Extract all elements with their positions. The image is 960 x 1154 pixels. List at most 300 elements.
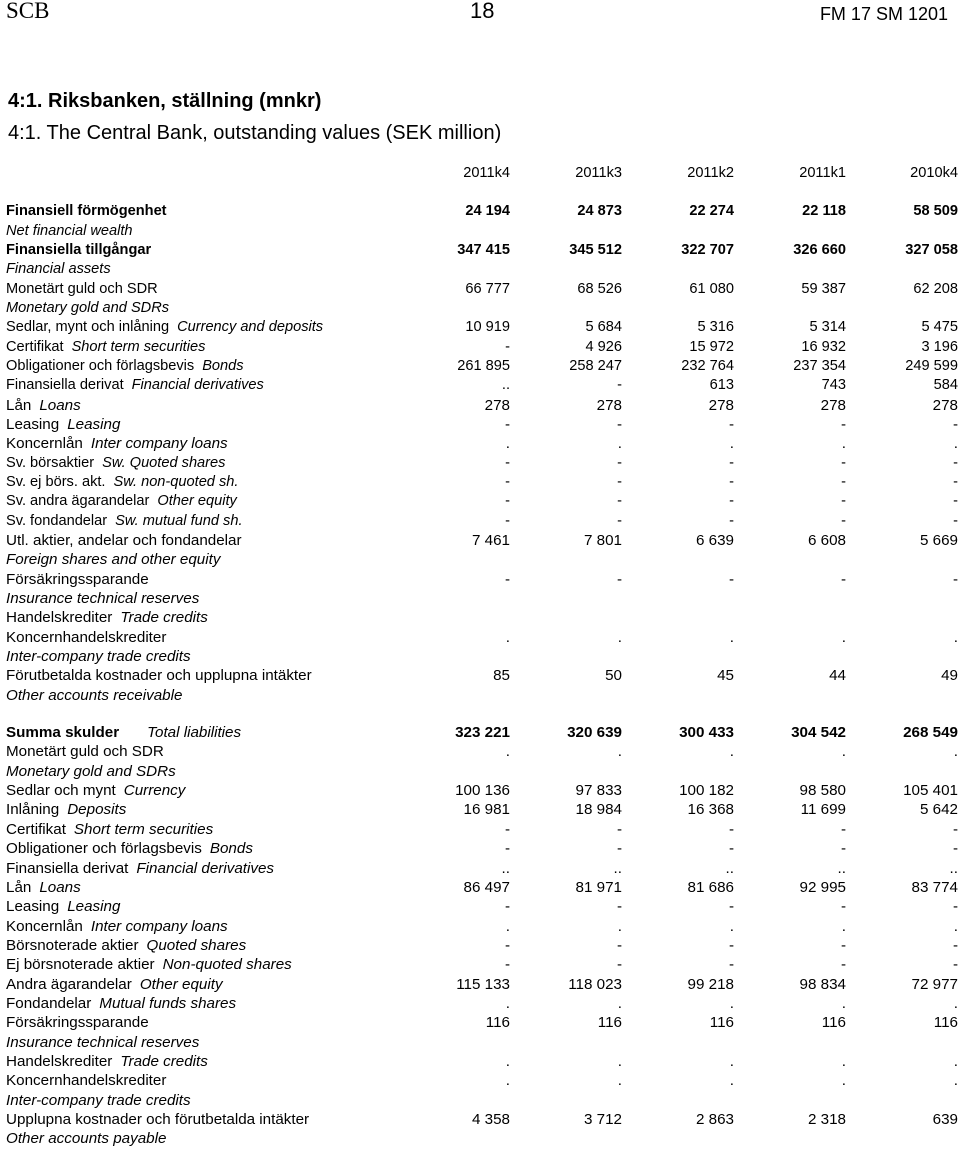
table-row	[6, 531, 958, 550]
value-cell: 327 058	[905, 241, 958, 258]
value-cell: .	[505, 994, 510, 1012]
row-label-swedish: Finansiell förmögenhet	[6, 203, 167, 220]
row-label	[6, 589, 398, 608]
table-row	[6, 550, 958, 569]
row-label	[6, 357, 398, 376]
row-label	[6, 1071, 398, 1090]
column-header: 2011k1	[799, 164, 846, 181]
value-cell: .	[953, 628, 958, 646]
row-label	[6, 376, 398, 395]
row-label-swedish: Koncernlån	[6, 917, 83, 935]
value-cell	[734, 1032, 846, 1051]
value-cell: 261 895	[457, 357, 510, 374]
value-cell: .	[841, 1052, 846, 1070]
value-cell: -	[840, 820, 846, 838]
value-cell	[398, 686, 510, 705]
value-cell: 237 354	[793, 357, 846, 374]
value-cell	[622, 686, 734, 705]
row-label-swedish: Sv. ej börs. akt.	[6, 473, 106, 490]
column-header: 2011k4	[463, 164, 510, 181]
value-cell: -	[729, 493, 734, 510]
value-cell: 18 984	[575, 801, 622, 819]
value-cell: -	[505, 512, 510, 529]
row-label-english: Net financial wealth	[6, 222, 133, 239]
value-cell	[846, 260, 958, 279]
row-label-english: Insurance technical reserves	[6, 590, 200, 608]
value-cell: ..	[837, 859, 846, 877]
table-row	[6, 666, 958, 685]
row-label-swedish: Certifikat	[6, 820, 66, 838]
table-row	[6, 318, 958, 337]
row-label-english: Inter-company trade credits	[6, 648, 191, 666]
table-row	[6, 202, 958, 221]
value-cell: .	[841, 435, 846, 453]
value-cell: 11 699	[800, 801, 846, 819]
row-label	[6, 550, 398, 569]
row-label-english: Trade credits	[120, 609, 208, 627]
row-label-english: Financial derivatives	[136, 859, 274, 877]
table-row	[6, 936, 958, 955]
row-label-english: Financial derivatives	[131, 377, 264, 394]
value-cell: -	[952, 840, 958, 858]
table-row	[6, 241, 958, 260]
value-cell: 347 415	[457, 241, 510, 258]
value-cell: -	[952, 570, 958, 588]
value-cell	[622, 762, 734, 781]
value-cell: 98 580	[799, 782, 846, 800]
row-label-english: Quoted shares	[146, 936, 247, 954]
table-row	[6, 260, 958, 279]
value-cell: 100 182	[679, 782, 734, 800]
row-label-english: Loans	[39, 396, 81, 414]
row-label	[6, 762, 398, 781]
value-cell: .	[953, 994, 958, 1012]
row-label-swedish: Sv. andra ägarandelar	[6, 493, 150, 510]
value-cell	[846, 550, 958, 569]
table-row	[6, 858, 958, 877]
value-cell: -	[841, 473, 846, 490]
value-cell: 5 314	[809, 319, 846, 336]
value-cell: 98 834	[799, 975, 846, 993]
row-label	[6, 415, 398, 434]
value-cell: -	[841, 512, 846, 529]
row-label-english: Financial assets	[6, 261, 111, 278]
value-cell: .	[841, 1072, 846, 1090]
row-label-swedish: Börsnoterade aktier	[6, 936, 139, 954]
value-cell: .	[729, 435, 734, 453]
value-cell: 116	[933, 1014, 958, 1032]
row-label	[6, 512, 398, 531]
value-cell	[398, 647, 510, 666]
value-cell: ..	[725, 859, 734, 877]
row-label	[6, 1110, 398, 1129]
table-row	[6, 1071, 958, 1090]
value-cell: 5 642	[919, 801, 958, 819]
value-cell: -	[504, 415, 510, 433]
value-cell: .	[729, 1052, 734, 1070]
row-label-english: Other accounts receivable	[6, 686, 183, 704]
row-label-english: Monetary gold and SDRs	[6, 762, 176, 780]
value-cell	[734, 608, 846, 627]
value-cell: -	[616, 820, 622, 838]
value-cell: 81 971	[575, 878, 622, 896]
value-cell: -	[952, 956, 958, 974]
value-cell: 258 247	[569, 357, 622, 374]
value-cell: -	[505, 454, 510, 471]
value-cell: 86 497	[463, 878, 510, 896]
row-label-english: Mutual funds shares	[99, 994, 237, 1012]
row-label-english: Inter company loans	[90, 917, 228, 935]
table-row	[6, 221, 958, 240]
value-cell: .	[953, 1052, 958, 1070]
value-cell	[398, 221, 510, 240]
row-label	[6, 202, 398, 221]
row-label-english: Other accounts payable	[6, 1130, 167, 1148]
value-cell: 249 599	[905, 357, 958, 374]
row-label-swedish: Upplupna kostnader och förutbetalda intäkter	[6, 1110, 310, 1128]
row-label	[6, 858, 398, 877]
balance-table-body	[6, 162, 958, 1149]
value-cell: ..	[501, 377, 510, 394]
row-label-english: Sw. non-quoted sh.	[113, 473, 239, 490]
value-cell: .	[617, 435, 622, 453]
row-label	[6, 221, 398, 240]
value-cell: -	[953, 512, 958, 529]
row-label-english: Currency	[123, 782, 186, 800]
row-label	[6, 1090, 398, 1109]
value-cell: .	[729, 743, 734, 761]
table-title-swedish: 4:1. Riksbanken, ställning (mnkr)	[8, 90, 322, 112]
value-cell: 6 608	[807, 532, 846, 550]
value-cell: 15 972	[689, 338, 734, 355]
row-label-swedish: Koncernlån	[6, 435, 83, 453]
column-header: 2010k4	[910, 164, 958, 181]
value-cell: 59 387	[801, 280, 846, 297]
value-cell: 116	[709, 1014, 734, 1032]
row-label-english: Insurance technical reserves	[6, 1033, 200, 1051]
value-cell: 49	[941, 667, 958, 685]
value-cell: 24 194	[465, 203, 510, 220]
value-cell: .	[617, 917, 622, 935]
table-row	[6, 453, 958, 472]
value-cell: -	[953, 493, 958, 510]
value-cell: 16 932	[801, 338, 846, 355]
row-label-swedish: Certifikat	[6, 338, 64, 355]
value-cell: 304 542	[791, 724, 846, 742]
row-label-swedish: Obligationer och förlagsbevis	[6, 840, 202, 858]
value-cell: 97 833	[575, 782, 622, 800]
table-row	[6, 686, 958, 705]
value-cell: 584	[933, 377, 958, 394]
value-cell	[734, 1129, 846, 1148]
row-label-swedish: Utl. aktier, andelar och fondandelar	[6, 532, 242, 550]
column-header: 2011k2	[687, 164, 734, 181]
value-cell: 118 023	[568, 975, 622, 993]
value-cell: 116	[597, 1014, 622, 1032]
value-cell: 22 118	[802, 203, 846, 220]
balance-table	[6, 162, 958, 1149]
value-cell	[510, 1032, 622, 1051]
value-cell: -	[728, 570, 734, 588]
value-cell: 300 433	[679, 724, 734, 742]
value-cell	[398, 260, 510, 279]
value-cell	[510, 1090, 622, 1109]
value-cell: 7 461	[471, 532, 510, 550]
row-label-swedish: Sedlar, mynt och inlåning	[6, 319, 170, 336]
value-cell: .	[953, 917, 958, 935]
value-cell: 99 218	[687, 975, 734, 993]
value-cell: 5 475	[921, 319, 958, 336]
row-label	[6, 1129, 398, 1148]
value-cell	[734, 299, 846, 318]
value-cell: -	[953, 454, 958, 471]
value-cell: -	[840, 956, 846, 974]
value-cell	[510, 299, 622, 318]
value-cell	[734, 260, 846, 279]
row-label-english: Other equity	[157, 493, 237, 510]
value-cell	[622, 260, 734, 279]
value-cell	[622, 589, 734, 608]
value-cell: -	[616, 570, 622, 588]
row-label	[6, 453, 398, 472]
value-cell	[734, 686, 846, 705]
value-cell: 85	[493, 667, 510, 685]
row-label-swedish: Inlåning	[6, 801, 60, 819]
row-label-english: Loans	[39, 878, 81, 896]
value-cell: 44	[829, 667, 846, 685]
row-label	[6, 897, 398, 916]
table-row	[6, 608, 958, 627]
column-header-row	[6, 162, 958, 184]
table-row	[6, 279, 958, 298]
table-row	[6, 473, 958, 492]
row-label-swedish: Monetärt guld och SDR	[6, 280, 158, 297]
row-label-swedish: Handelskrediter	[6, 1052, 113, 1070]
table-title-english: 4:1. The Central Bank, outstanding values (SEK million)	[8, 122, 502, 144]
value-cell: 10 919	[465, 319, 510, 336]
value-cell	[510, 550, 622, 569]
value-cell: -	[840, 570, 846, 588]
value-cell: 278	[596, 396, 622, 414]
value-cell: 2 318	[807, 1110, 846, 1128]
value-cell: .	[841, 628, 846, 646]
value-cell: .	[617, 1052, 622, 1070]
value-cell: .	[505, 435, 510, 453]
table-row	[6, 357, 958, 376]
row-label	[6, 955, 398, 974]
row-label-english: Sw. mutual fund sh.	[115, 512, 243, 529]
value-cell	[734, 550, 846, 569]
value-cell: 7 801	[583, 532, 622, 550]
value-cell: 743	[821, 377, 846, 394]
value-cell: .	[729, 994, 734, 1012]
row-label-english: Other equity	[139, 975, 223, 993]
table-row	[6, 434, 958, 453]
value-cell	[846, 589, 958, 608]
value-cell	[622, 1129, 734, 1148]
value-cell: -	[840, 898, 846, 916]
row-label-english: Deposits	[67, 801, 127, 819]
value-cell: 83 774	[911, 878, 958, 896]
value-cell: -	[617, 377, 622, 394]
table-row	[6, 955, 958, 974]
value-cell	[734, 647, 846, 666]
value-cell	[622, 299, 734, 318]
table-row	[6, 299, 958, 318]
value-cell: -	[616, 415, 622, 433]
value-cell: -	[504, 820, 510, 838]
page-number: 18	[470, 0, 495, 23]
row-label	[6, 299, 398, 318]
table-row	[6, 395, 958, 414]
value-cell: -	[952, 898, 958, 916]
table-row	[6, 781, 958, 800]
value-cell: .	[617, 628, 622, 646]
row-label	[6, 395, 398, 414]
value-cell: -	[505, 473, 510, 490]
row-label-swedish: Finansiella derivat	[6, 859, 129, 877]
value-cell: 278	[708, 396, 734, 414]
value-cell	[398, 762, 510, 781]
value-cell: 100 136	[455, 782, 510, 800]
row-label-english: Inter-company trade credits	[6, 1091, 191, 1109]
row-label-swedish: Finansiella tillgångar	[6, 241, 152, 258]
value-cell: 3 196	[921, 338, 958, 355]
value-cell	[510, 221, 622, 240]
value-cell: 16 981	[463, 801, 510, 819]
value-cell: .	[617, 743, 622, 761]
value-cell	[398, 608, 510, 627]
value-cell: 115 133	[456, 975, 510, 993]
value-cell	[846, 762, 958, 781]
value-cell: .	[841, 994, 846, 1012]
row-label-english: Short term securities	[71, 338, 206, 355]
row-label	[6, 279, 398, 298]
spacer-cell	[6, 184, 958, 202]
row-label-swedish: Monetärt guld och SDR	[6, 743, 164, 761]
value-cell: 68 526	[577, 280, 622, 297]
value-cell	[398, 1129, 510, 1148]
table-row	[6, 994, 958, 1013]
value-cell: .	[729, 917, 734, 935]
table-row	[6, 647, 958, 666]
row-label	[6, 723, 398, 742]
value-cell: -	[841, 454, 846, 471]
row-label-swedish: Ej börsnoterade aktier	[6, 956, 155, 974]
table-row	[6, 878, 958, 897]
value-cell: 61 080	[689, 280, 734, 297]
value-cell: -	[504, 898, 510, 916]
value-cell: .	[729, 1072, 734, 1090]
table-row	[6, 492, 958, 511]
row-label	[6, 492, 398, 511]
value-cell	[398, 1032, 510, 1051]
value-cell	[622, 550, 734, 569]
value-cell: -	[504, 956, 510, 974]
value-cell: .	[617, 994, 622, 1012]
row-label-swedish: Försäkringssparande	[6, 1014, 149, 1032]
row-label-swedish: Sv. fondandelar	[6, 512, 108, 529]
value-cell: -	[952, 820, 958, 838]
value-cell: 45	[717, 667, 734, 685]
value-cell: 278	[820, 396, 846, 414]
row-label	[6, 820, 398, 839]
value-cell: 58 509	[913, 203, 958, 220]
value-cell: -	[840, 415, 846, 433]
value-cell: -	[952, 415, 958, 433]
table-row	[6, 570, 958, 589]
value-cell: -	[616, 898, 622, 916]
value-cell: .	[953, 743, 958, 761]
value-cell: -	[729, 454, 734, 471]
value-cell: 5 669	[919, 532, 958, 550]
row-label	[6, 473, 398, 492]
row-label-swedish: Obligationer och förlagsbevis	[6, 357, 195, 374]
row-label-swedish: Handelskrediter	[6, 609, 113, 627]
row-label-english: Bonds	[209, 840, 253, 858]
value-cell: ..	[949, 859, 958, 877]
value-cell: 66 777	[465, 280, 510, 297]
table-row	[6, 512, 958, 531]
row-label-swedish: Leasing	[6, 415, 60, 433]
publication-code: FM 17 SM 1201	[819, 4, 948, 24]
row-label-english: Trade credits	[120, 1052, 208, 1070]
row-label-english: Short term securities	[73, 820, 214, 838]
table-row	[6, 762, 958, 781]
value-cell	[622, 1090, 734, 1109]
value-cell	[398, 1090, 510, 1109]
value-cell: -	[953, 473, 958, 490]
value-cell: 6 639	[695, 532, 734, 550]
row-label	[6, 742, 398, 761]
row-label	[6, 839, 398, 858]
row-label	[6, 1032, 398, 1051]
table-row	[6, 415, 958, 434]
table-row	[6, 916, 958, 935]
value-cell: 50	[605, 667, 622, 685]
value-cell	[510, 608, 622, 627]
table-row	[6, 1052, 958, 1071]
row-label	[6, 974, 398, 993]
value-cell: 2 863	[695, 1110, 734, 1128]
value-cell: .	[617, 1072, 622, 1090]
value-cell: -	[952, 936, 958, 954]
value-cell	[510, 762, 622, 781]
table-row	[6, 1129, 958, 1148]
value-cell: -	[616, 840, 622, 858]
row-label-english: Leasing	[67, 415, 121, 433]
row-label	[6, 337, 398, 356]
value-cell: 639	[932, 1110, 958, 1128]
row-label	[6, 570, 398, 589]
row-label	[6, 1013, 398, 1032]
value-cell: 72 977	[911, 975, 958, 993]
value-cell: -	[728, 956, 734, 974]
table-row	[6, 1013, 958, 1032]
row-label-swedish: Försäkringssparande	[6, 570, 149, 588]
table-row	[6, 974, 958, 993]
row-label	[6, 666, 398, 685]
value-cell: 268 549	[903, 724, 958, 742]
table-row	[6, 337, 958, 356]
value-cell	[734, 1090, 846, 1109]
row-label-swedish: Summa skulder	[6, 724, 120, 742]
value-cell: -	[728, 840, 734, 858]
value-cell	[846, 647, 958, 666]
value-cell: .	[505, 628, 510, 646]
value-cell: 116	[485, 1014, 510, 1032]
table-row	[6, 742, 958, 761]
